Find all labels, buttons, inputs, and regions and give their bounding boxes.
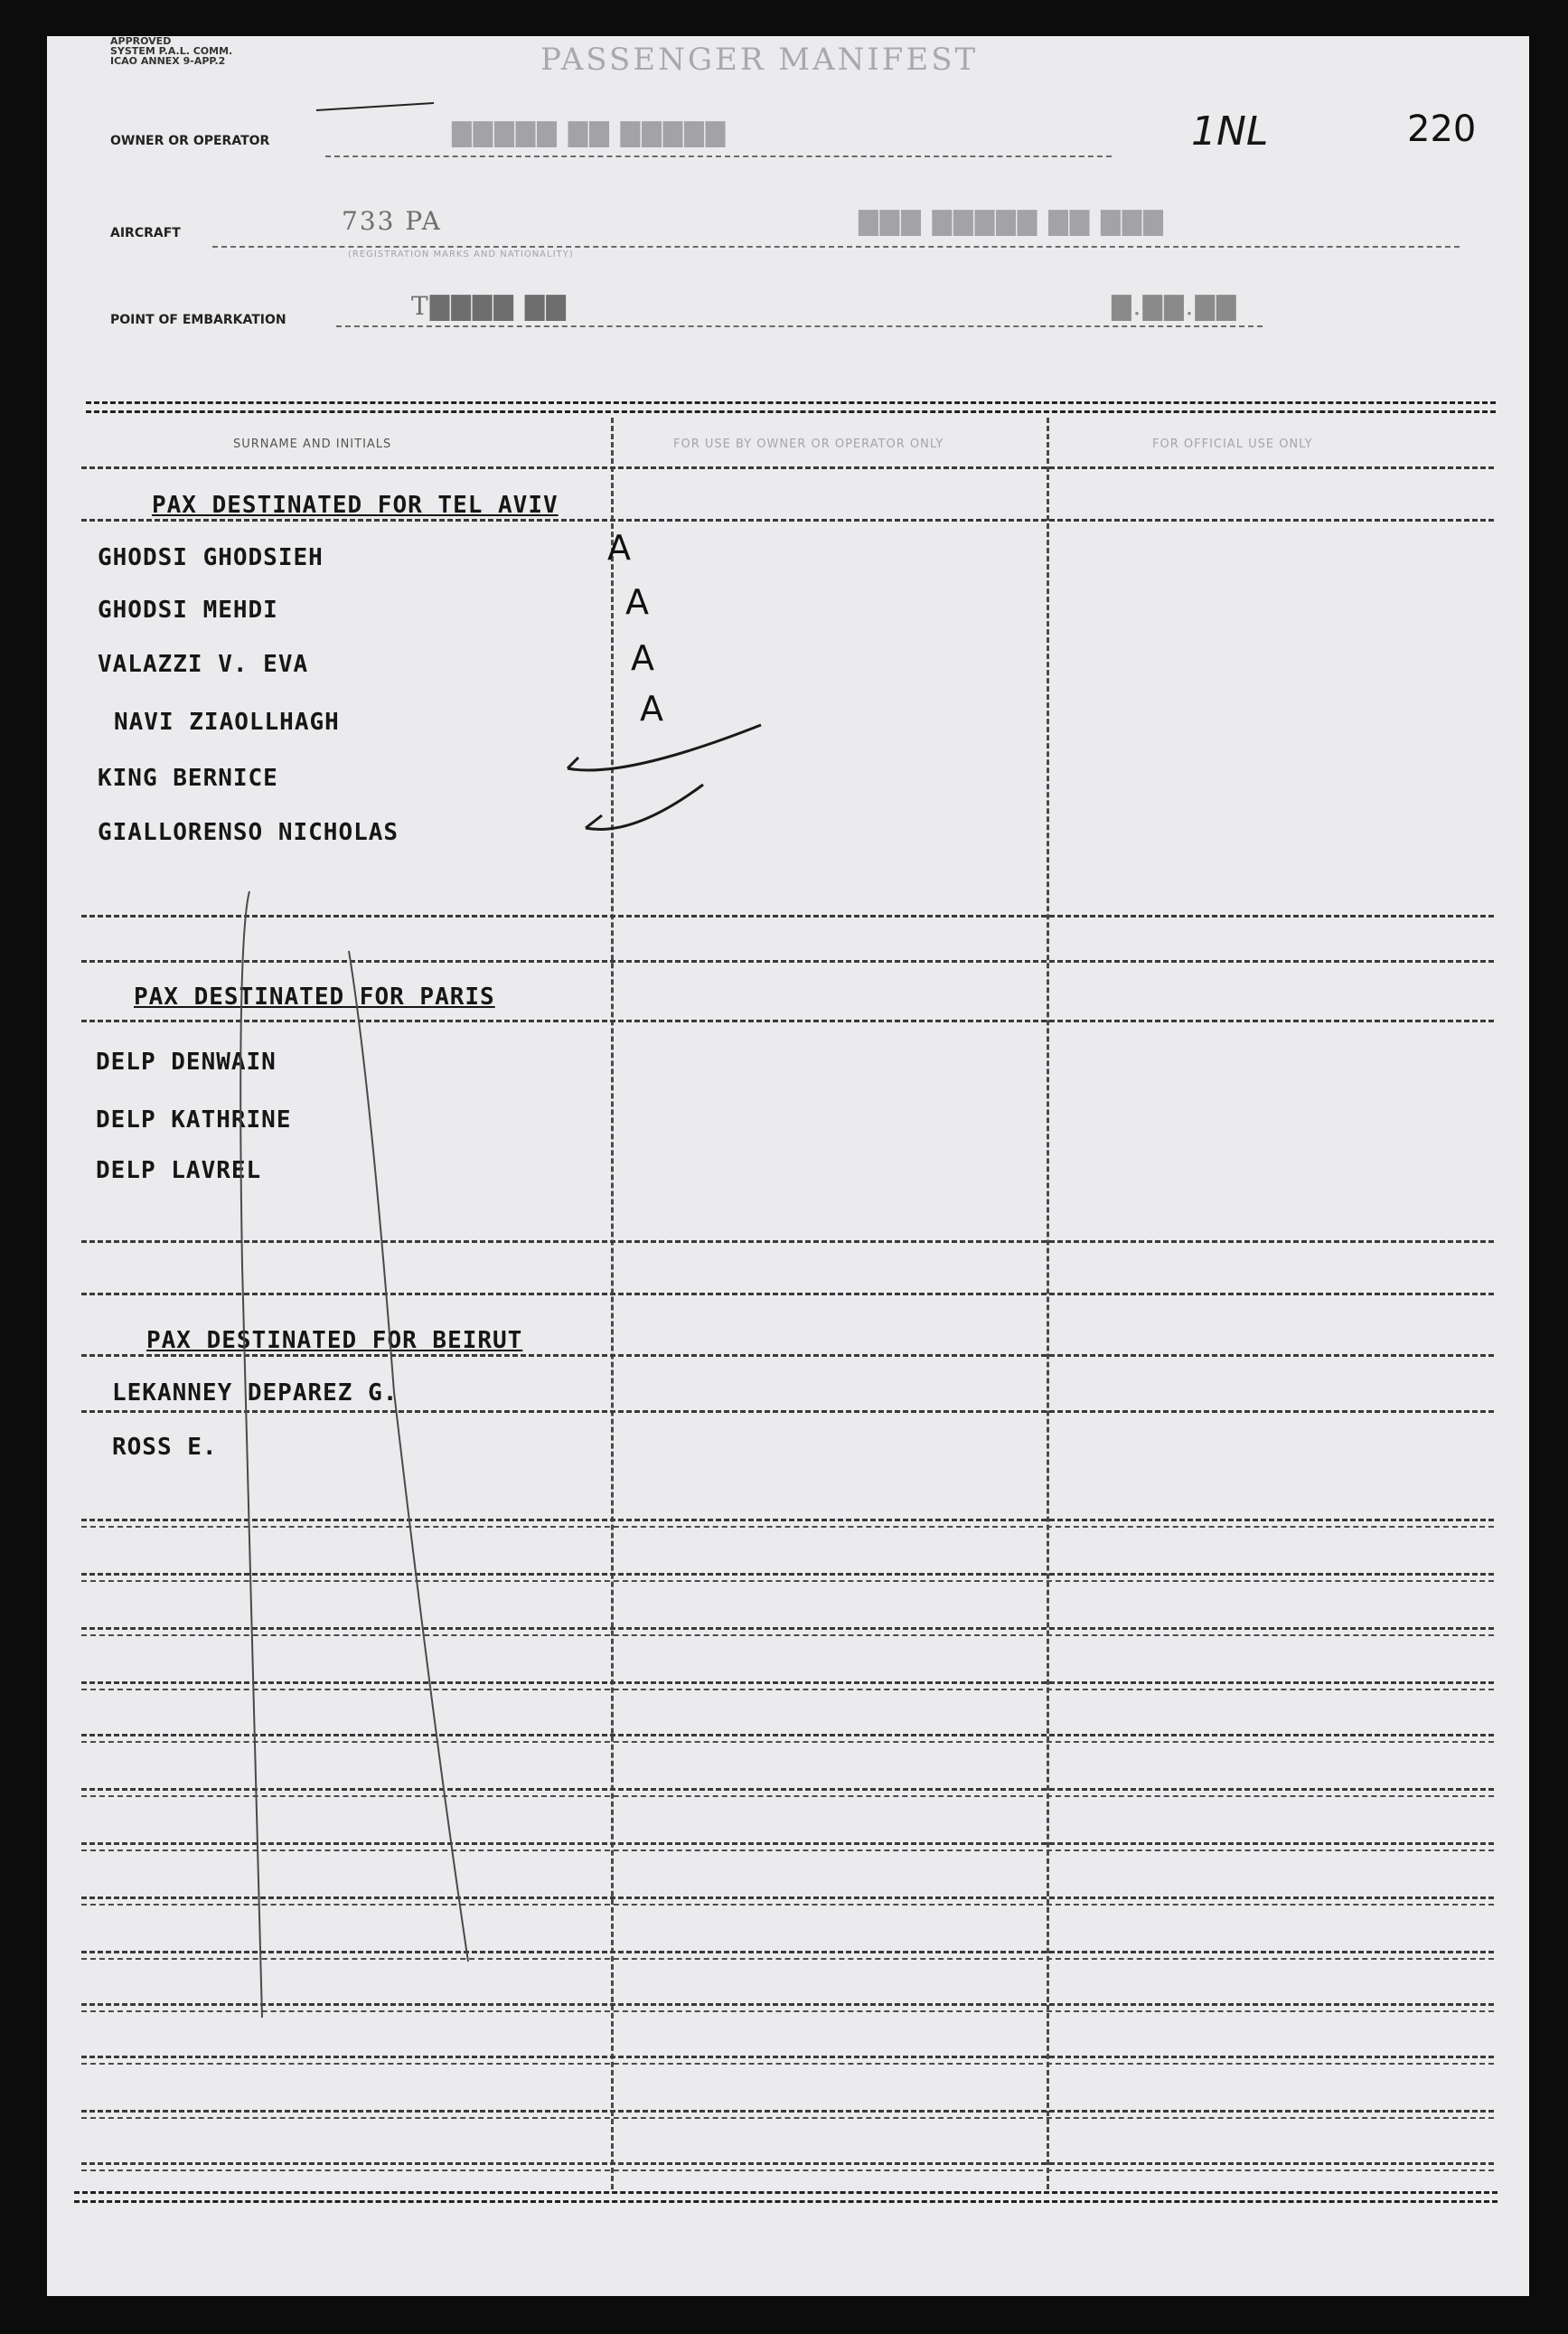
- embarkation-label: POINT OF EMBARKATION: [110, 313, 286, 327]
- pen-stroke: [316, 103, 434, 110]
- pen-stroke: [349, 951, 468, 1962]
- check-mark-tick: [586, 815, 602, 828]
- passenger-name: VALAZZI V. EVA: [98, 651, 309, 678]
- registration-caption: (REGISTRATION MARKS AND NATIONALITY): [348, 249, 574, 259]
- passenger-name: GIALLORENSO NICHOLAS: [98, 819, 399, 846]
- handwritten-mark: A: [607, 528, 631, 568]
- form-title: PASSENGER MANIFEST: [540, 42, 979, 78]
- embarkation-value-faded: T▇▇▇▇ ▇▇: [411, 291, 568, 321]
- aircraft-registration: 733 PA: [342, 206, 442, 236]
- date-value-faded: ▇.▇▇.▇▇: [1112, 291, 1238, 321]
- stamp-line: APPROVED: [110, 35, 172, 47]
- handwritten-mark: A: [625, 582, 649, 622]
- column-header-official: FOR OFFICIAL USE ONLY: [1152, 438, 1313, 451]
- handwritten-mark: A: [640, 689, 663, 729]
- handwritten-code: 1NL: [1191, 108, 1269, 155]
- column-header-operator: FOR USE BY OWNER OR OPERATOR ONLY: [673, 438, 944, 451]
- check-mark: [568, 725, 761, 770]
- passenger-name: NAVI ZIAOLLHAGH: [114, 709, 340, 736]
- pen-stroke: [240, 891, 262, 2018]
- passenger-name: LEKANNEY DEPAREZ G.: [112, 1379, 399, 1407]
- handwritten-mark: A: [631, 638, 654, 678]
- passenger-name: KING BERNICE: [98, 765, 278, 792]
- passenger-name: ROSS E.: [112, 1434, 218, 1461]
- page-number: 220: [1407, 108, 1477, 150]
- section-heading: PAX DESTINATED FOR BEIRUT: [146, 1327, 523, 1354]
- passenger-name: GHODSI GHODSIEH: [98, 544, 324, 571]
- check-mark: [586, 785, 703, 829]
- stamp-line: ICAO ANNEX 9-APP.2: [110, 55, 226, 67]
- passenger-name: DELP KATHRINE: [96, 1106, 292, 1134]
- flight-value-faded: ▇▇▇ ▇▇▇▇▇ ▇▇ ▇▇▇: [859, 206, 1165, 236]
- owner-value-faded: ▇▇▇▇▇ ▇▇ ▇▇▇▇▇: [452, 118, 728, 147]
- passenger-name: GHODSI MEHDI: [98, 597, 278, 624]
- passenger-name: DELP LAVREL: [96, 1157, 262, 1184]
- check-mark-tick: [568, 758, 578, 768]
- column-header-surname: SURNAME AND INITIALS: [233, 438, 392, 451]
- passenger-name: DELP DENWAIN: [96, 1049, 277, 1076]
- section-heading: PAX DESTINATED FOR PARIS: [134, 983, 495, 1011]
- aircraft-label: AIRCRAFT: [110, 226, 181, 240]
- owner-label: OWNER OR OPERATOR: [110, 134, 270, 148]
- section-heading: PAX DESTINATED FOR TEL AVIV: [152, 492, 559, 519]
- stamp-line: SYSTEM P.A.L. COMM.: [110, 45, 233, 57]
